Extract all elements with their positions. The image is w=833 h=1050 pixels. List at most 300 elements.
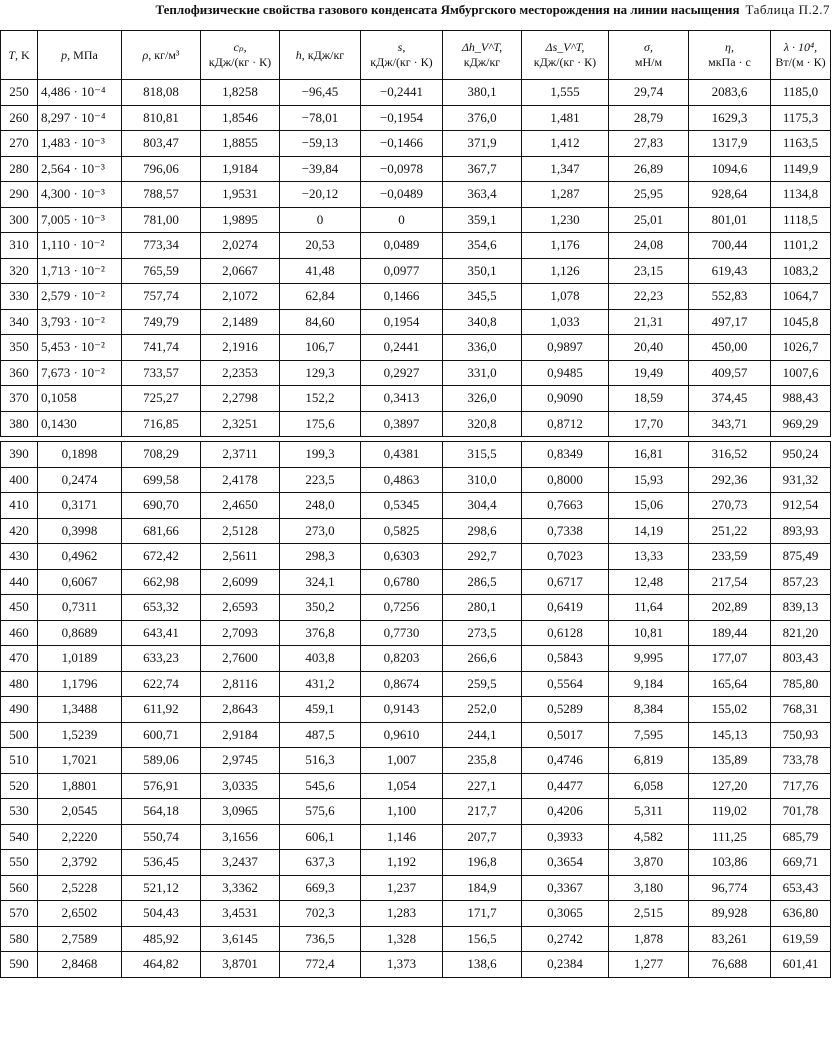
table-cell: 0,0489 [361, 233, 443, 259]
table-cell: 233,59 [689, 544, 771, 570]
table-cell: 0,5825 [361, 518, 443, 544]
table-cell: −59,13 [280, 131, 361, 157]
table-cell: 1,483 · 10⁻³ [38, 131, 122, 157]
table-cell: 611,92 [122, 697, 201, 723]
table-cell: 345,5 [443, 284, 522, 310]
table-cell: 2,8643 [201, 697, 280, 723]
table-cell: 3,1656 [201, 824, 280, 850]
table-cell: 765,59 [122, 258, 201, 284]
column-header [122, 31, 201, 80]
header-symbol: λ · 10⁴, [783, 40, 818, 54]
table-row [1, 697, 831, 723]
table-cell: 6,819 [609, 748, 689, 774]
table-cell: 450 [1, 595, 38, 621]
table-cell: 619,59 [771, 926, 831, 952]
header-row [1, 31, 831, 80]
table-cell: 1,713 · 10⁻² [38, 258, 122, 284]
table-cell: 857,23 [771, 569, 831, 595]
table-cell: 217,54 [689, 569, 771, 595]
table-cell: 0,3654 [522, 850, 609, 876]
table-cell: 340 [1, 309, 38, 335]
table-row [1, 493, 831, 519]
table-cell: 22,23 [609, 284, 689, 310]
table-cell: 14,19 [609, 518, 689, 544]
table-cell: 0,8712 [522, 411, 609, 437]
table-cell: 0,3367 [522, 875, 609, 901]
table-row [1, 233, 831, 259]
table-cell: 1045,8 [771, 309, 831, 335]
header-symbol: ρ [142, 47, 149, 62]
table-cell: 326,0 [443, 386, 522, 412]
table-cell: 363,4 [443, 182, 522, 208]
table-cell: 622,74 [122, 671, 201, 697]
table-cell: 2,1916 [201, 335, 280, 361]
table-cell: 0,3413 [361, 386, 443, 412]
table-cell: 450,00 [689, 335, 771, 361]
table-cell: 2,2220 [38, 824, 122, 850]
table-cell: 988,43 [771, 386, 831, 412]
table-cell: 702,3 [280, 901, 361, 927]
table-cell: 497,17 [689, 309, 771, 335]
table-cell: 292,36 [689, 467, 771, 493]
table-cell: 3,0335 [201, 773, 280, 799]
table-cell: 576,91 [122, 773, 201, 799]
table-row [1, 646, 831, 672]
table-row [1, 952, 831, 978]
table-cell: 83,261 [689, 926, 771, 952]
table-row [1, 518, 831, 544]
table-cell: 280,1 [443, 595, 522, 621]
table-cell: 1175,3 [771, 105, 831, 131]
table-cell: 773,34 [122, 233, 201, 259]
table-cell: 6,058 [609, 773, 689, 799]
header-symbol: Δh_V^T, [461, 40, 503, 54]
table-cell: 1,9895 [201, 207, 280, 233]
table-cell: 590 [1, 952, 38, 978]
table-cell: 96,774 [689, 875, 771, 901]
table-cell: 8,297 · 10⁻⁴ [38, 105, 122, 131]
table-cell: 315,5 [443, 442, 522, 468]
table-cell: 196,8 [443, 850, 522, 876]
table-cell: 0,7311 [38, 595, 122, 621]
table-cell: 0,6303 [361, 544, 443, 570]
table-cell: 10,81 [609, 620, 689, 646]
table-cell: 1083,2 [771, 258, 831, 284]
table-cell: 485,92 [122, 926, 201, 952]
table-cell: 376,0 [443, 105, 522, 131]
table-cell: 0,4863 [361, 467, 443, 493]
column-header [201, 31, 280, 80]
table-cell: 13,33 [609, 544, 689, 570]
table-cell: 2,579 · 10⁻² [38, 284, 122, 310]
table-cell: 550,74 [122, 824, 201, 850]
table-cell: 1,287 [522, 182, 609, 208]
table-cell: 785,80 [771, 671, 831, 697]
header-symbol: s, [397, 40, 406, 54]
table-cell: 2,3711 [201, 442, 280, 468]
column-header [609, 31, 689, 80]
table-cell: 912,54 [771, 493, 831, 519]
table-cell: 251,22 [689, 518, 771, 544]
table-cell: 0,7730 [361, 620, 443, 646]
table-cell: 2,8116 [201, 671, 280, 697]
table-cell: 0,6419 [522, 595, 609, 621]
table-cell: 2,2353 [201, 360, 280, 386]
header-unit: кДж/(кг · К) [370, 55, 433, 69]
table-cell: 893,93 [771, 518, 831, 544]
table-cell: 290 [1, 182, 38, 208]
table-cell: 7,595 [609, 722, 689, 748]
table-cell: 189,44 [689, 620, 771, 646]
table-cell: 1,3488 [38, 697, 122, 723]
table-cell: 84,60 [280, 309, 361, 335]
table-cell: 653,32 [122, 595, 201, 621]
table-cell: 1,9184 [201, 156, 280, 182]
table-cell: 0,9143 [361, 697, 443, 723]
table-cell: 259,5 [443, 671, 522, 697]
table-cell: 292,7 [443, 544, 522, 570]
table-cell: 127,20 [689, 773, 771, 799]
table-cell: 510 [1, 748, 38, 774]
table-cell: 1629,3 [689, 105, 771, 131]
header-unit: мН/м [634, 55, 663, 69]
table-cell: 1,007 [361, 748, 443, 774]
table-cell: 367,7 [443, 156, 522, 182]
table-cell: 5,453 · 10⁻² [38, 335, 122, 361]
table-cell: 0,1954 [361, 309, 443, 335]
table-cell: 300 [1, 207, 38, 233]
table-cell: 0,9897 [522, 335, 609, 361]
table-cell: 2,7600 [201, 646, 280, 672]
table-row [1, 258, 831, 284]
table-cell: 2,5611 [201, 544, 280, 570]
header-symbol: η, [725, 40, 734, 54]
table-cell: 223,5 [280, 467, 361, 493]
column-header [522, 31, 609, 80]
table-cell: 1,347 [522, 156, 609, 182]
table-cell: 520 [1, 773, 38, 799]
table-cell: 3,0965 [201, 799, 280, 825]
table-cell: 2,6099 [201, 569, 280, 595]
table-cell: 370 [1, 386, 38, 412]
table-cell: 266,6 [443, 646, 522, 672]
table-cell: 459,1 [280, 697, 361, 723]
table-cell: 589,06 [122, 748, 201, 774]
table-cell: 464,82 [122, 952, 201, 978]
table-cell: 1094,6 [689, 156, 771, 182]
table-cell: 2,6502 [38, 901, 122, 927]
header-unit: кДж/(кг · К) [208, 55, 272, 69]
table-cell: 560 [1, 875, 38, 901]
table-cell: 1,110 · 10⁻² [38, 233, 122, 259]
table-row [1, 80, 831, 106]
table-cell: 839,13 [771, 595, 831, 621]
table-cell: 270,73 [689, 493, 771, 519]
table-cell: 171,7 [443, 901, 522, 927]
table-cell: 8,384 [609, 697, 689, 723]
header-symbol: p [61, 47, 68, 62]
table-cell: 0,8203 [361, 646, 443, 672]
table-cell: 480 [1, 671, 38, 697]
table-cell: 821,20 [771, 620, 831, 646]
table-cell: 316,52 [689, 442, 771, 468]
table-cell: 3,870 [609, 850, 689, 876]
table-row [1, 131, 831, 157]
table-row [1, 467, 831, 493]
table-cell: 15,93 [609, 467, 689, 493]
table-cell: 521,12 [122, 875, 201, 901]
header-unit: , K [15, 47, 30, 62]
table-cell: 2,0545 [38, 799, 122, 825]
table-cell: 252,0 [443, 697, 522, 723]
column-header [38, 31, 122, 80]
table-cell: 0 [361, 207, 443, 233]
table-cell: 570 [1, 901, 38, 927]
table-cell: 217,7 [443, 799, 522, 825]
table-cell: 803,43 [771, 646, 831, 672]
table-cell: 1,0189 [38, 646, 122, 672]
column-header [689, 31, 771, 80]
table-cell: 76,688 [689, 952, 771, 978]
table-cell: 354,6 [443, 233, 522, 259]
table-cell: 470 [1, 646, 38, 672]
table-cell: 2,9745 [201, 748, 280, 774]
table-cell: 545,6 [280, 773, 361, 799]
table-cell: 0,6067 [38, 569, 122, 595]
table-cell: 796,06 [122, 156, 201, 182]
table-cell: 331,0 [443, 360, 522, 386]
table-cell: 12,48 [609, 569, 689, 595]
table-cell: 350,2 [280, 595, 361, 621]
table-cell: 9,995 [609, 646, 689, 672]
table-cell: 575,6 [280, 799, 361, 825]
table-cell: 244,1 [443, 722, 522, 748]
table-cell: 0,8349 [522, 442, 609, 468]
table-cell: 600,71 [122, 722, 201, 748]
table-cell: 0,1058 [38, 386, 122, 412]
table-cell: 0,1430 [38, 411, 122, 437]
table-cell: 717,76 [771, 773, 831, 799]
table-cell: 669,3 [280, 875, 361, 901]
table-cell: 0,8689 [38, 620, 122, 646]
table-cell: 1134,8 [771, 182, 831, 208]
table-cell: 17,70 [609, 411, 689, 437]
table-cell: 0,1466 [361, 284, 443, 310]
table-cell: 62,84 [280, 284, 361, 310]
table-row [1, 284, 831, 310]
table-cell: 637,3 [280, 850, 361, 876]
header-symbol: cₚ, [233, 40, 247, 54]
table-cell: 757,74 [122, 284, 201, 310]
table-cell: 801,01 [689, 207, 771, 233]
table-cell: 380,1 [443, 80, 522, 106]
table-cell: 487,5 [280, 722, 361, 748]
table-cell: 1,328 [361, 926, 443, 952]
table-cell: 1149,9 [771, 156, 831, 182]
table-row [1, 671, 831, 697]
table-cell: 359,1 [443, 207, 522, 233]
column-header [771, 31, 831, 80]
table-cell: 0,2384 [522, 952, 609, 978]
table-cell: 701,78 [771, 799, 831, 825]
table-row [1, 620, 831, 646]
table-cell: 1,8546 [201, 105, 280, 131]
table-cell: 390 [1, 442, 38, 468]
table-cell: 111,25 [689, 824, 771, 850]
table-cell: 0,9610 [361, 722, 443, 748]
table-row [1, 748, 831, 774]
table-cell: 1,078 [522, 284, 609, 310]
table-cell: 0,2742 [522, 926, 609, 952]
table-cell: 19,49 [609, 360, 689, 386]
table-cell: 227,1 [443, 773, 522, 799]
table-cell: 310 [1, 233, 38, 259]
table-cell: 2,6593 [201, 595, 280, 621]
table-cell: 340,8 [443, 309, 522, 335]
table-cell: 0,8674 [361, 671, 443, 697]
table-cell: 0,5017 [522, 722, 609, 748]
table-cell: 27,83 [609, 131, 689, 157]
table-cell: 1,481 [522, 105, 609, 131]
table-cell: 1,176 [522, 233, 609, 259]
table-cell: 772,4 [280, 952, 361, 978]
table-cell: 310,0 [443, 467, 522, 493]
table-cell: 235,8 [443, 748, 522, 774]
table-cell: 662,98 [122, 569, 201, 595]
table-cell: 2,3792 [38, 850, 122, 876]
table-cell: 0,6780 [361, 569, 443, 595]
table-cell: 580 [1, 926, 38, 952]
table-cell: 420 [1, 518, 38, 544]
table-row [1, 544, 831, 570]
table-number: Таблица П.2.7 [745, 2, 830, 17]
table-cell: 2,0667 [201, 258, 280, 284]
table-cell: 0,3897 [361, 411, 443, 437]
table-cell: 119,02 [689, 799, 771, 825]
table-cell: 931,32 [771, 467, 831, 493]
table-cell: 700,44 [689, 233, 771, 259]
table-cell: 552,83 [689, 284, 771, 310]
table-cell: 0,2474 [38, 467, 122, 493]
table-row [1, 799, 831, 825]
table-cell: 1064,7 [771, 284, 831, 310]
column-header [280, 31, 361, 80]
table-cell: 0,7256 [361, 595, 443, 621]
table-cell: 103,86 [689, 850, 771, 876]
table-cell: 298,6 [443, 518, 522, 544]
table-cell: 202,89 [689, 595, 771, 621]
table-cell: 24,08 [609, 233, 689, 259]
table-cell: 788,57 [122, 182, 201, 208]
table-cell: 1,8258 [201, 80, 280, 106]
table-cell: 320 [1, 258, 38, 284]
table-cell: 409,57 [689, 360, 771, 386]
table-row [1, 156, 831, 182]
table-cell: 184,9 [443, 875, 522, 901]
table-cell: 4,582 [609, 824, 689, 850]
table-cell: 0,7023 [522, 544, 609, 570]
table-cell: 633,23 [122, 646, 201, 672]
table-cell: 304,4 [443, 493, 522, 519]
table-body [1, 80, 831, 978]
header-unit: , кДж/кг [301, 47, 345, 62]
table-cell: −96,45 [280, 80, 361, 106]
table-cell: 2,0274 [201, 233, 280, 259]
table-cell: 928,64 [689, 182, 771, 208]
table-cell: 155,02 [689, 697, 771, 723]
table-cell: 536,45 [122, 850, 201, 876]
table-cell: 741,74 [122, 335, 201, 361]
table-cell: 2,5128 [201, 518, 280, 544]
table-row [1, 569, 831, 595]
table-cell: −39,84 [280, 156, 361, 182]
table-row [1, 386, 831, 412]
table-cell: −0,0489 [361, 182, 443, 208]
table-cell: 3,3362 [201, 875, 280, 901]
table-cell: 1,412 [522, 131, 609, 157]
table-cell: 3,8701 [201, 952, 280, 978]
table-cell: 5,311 [609, 799, 689, 825]
table-cell: 20,53 [280, 233, 361, 259]
table-cell: 0,1898 [38, 442, 122, 468]
table-cell: 430 [1, 544, 38, 570]
table-cell: −0,1954 [361, 105, 443, 131]
table-cell: 177,07 [689, 646, 771, 672]
table-cell: 0,3998 [38, 518, 122, 544]
table-cell: 360 [1, 360, 38, 386]
table-cell: 431,2 [280, 671, 361, 697]
table-cell: −0,0978 [361, 156, 443, 182]
table-cell: 490 [1, 697, 38, 723]
table-cell: 1163,5 [771, 131, 831, 157]
table-row [1, 926, 831, 952]
table-cell: 3,2437 [201, 850, 280, 876]
table-cell: 1101,2 [771, 233, 831, 259]
table-cell: 504,43 [122, 901, 201, 927]
table-cell: 0,7338 [522, 518, 609, 544]
table-cell: 516,3 [280, 748, 361, 774]
table-row [1, 360, 831, 386]
table-cell: 273,5 [443, 620, 522, 646]
header-unit: Вт/(м · К) [775, 55, 826, 69]
header-symbol: h [295, 47, 302, 62]
table-cell: 530 [1, 799, 38, 825]
table-cell: 138,6 [443, 952, 522, 978]
table-cell: 11,64 [609, 595, 689, 621]
table-cell: 690,70 [122, 493, 201, 519]
table-cell: −0,1466 [361, 131, 443, 157]
table-cell: −78,01 [280, 105, 361, 131]
table-cell: 135,89 [689, 748, 771, 774]
table-cell: 0,3171 [38, 493, 122, 519]
table-cell: 250 [1, 80, 38, 106]
table-cell: 270 [1, 131, 38, 157]
table-cell: 1,373 [361, 952, 443, 978]
table-cell: 3,793 · 10⁻² [38, 309, 122, 335]
header-symbol: T [8, 47, 15, 62]
table-row [1, 901, 831, 927]
table-cell: 1,100 [361, 799, 443, 825]
table-cell: 165,64 [689, 671, 771, 697]
table-cell: 28,79 [609, 105, 689, 131]
table-cell: −0,2441 [361, 80, 443, 106]
header-unit: кДж/кг [463, 55, 501, 69]
table-cell: 699,58 [122, 467, 201, 493]
table-cell: 1,555 [522, 80, 609, 106]
table-cell: 0,6128 [522, 620, 609, 646]
table-cell: 749,79 [122, 309, 201, 335]
table-cell: 2,1489 [201, 309, 280, 335]
